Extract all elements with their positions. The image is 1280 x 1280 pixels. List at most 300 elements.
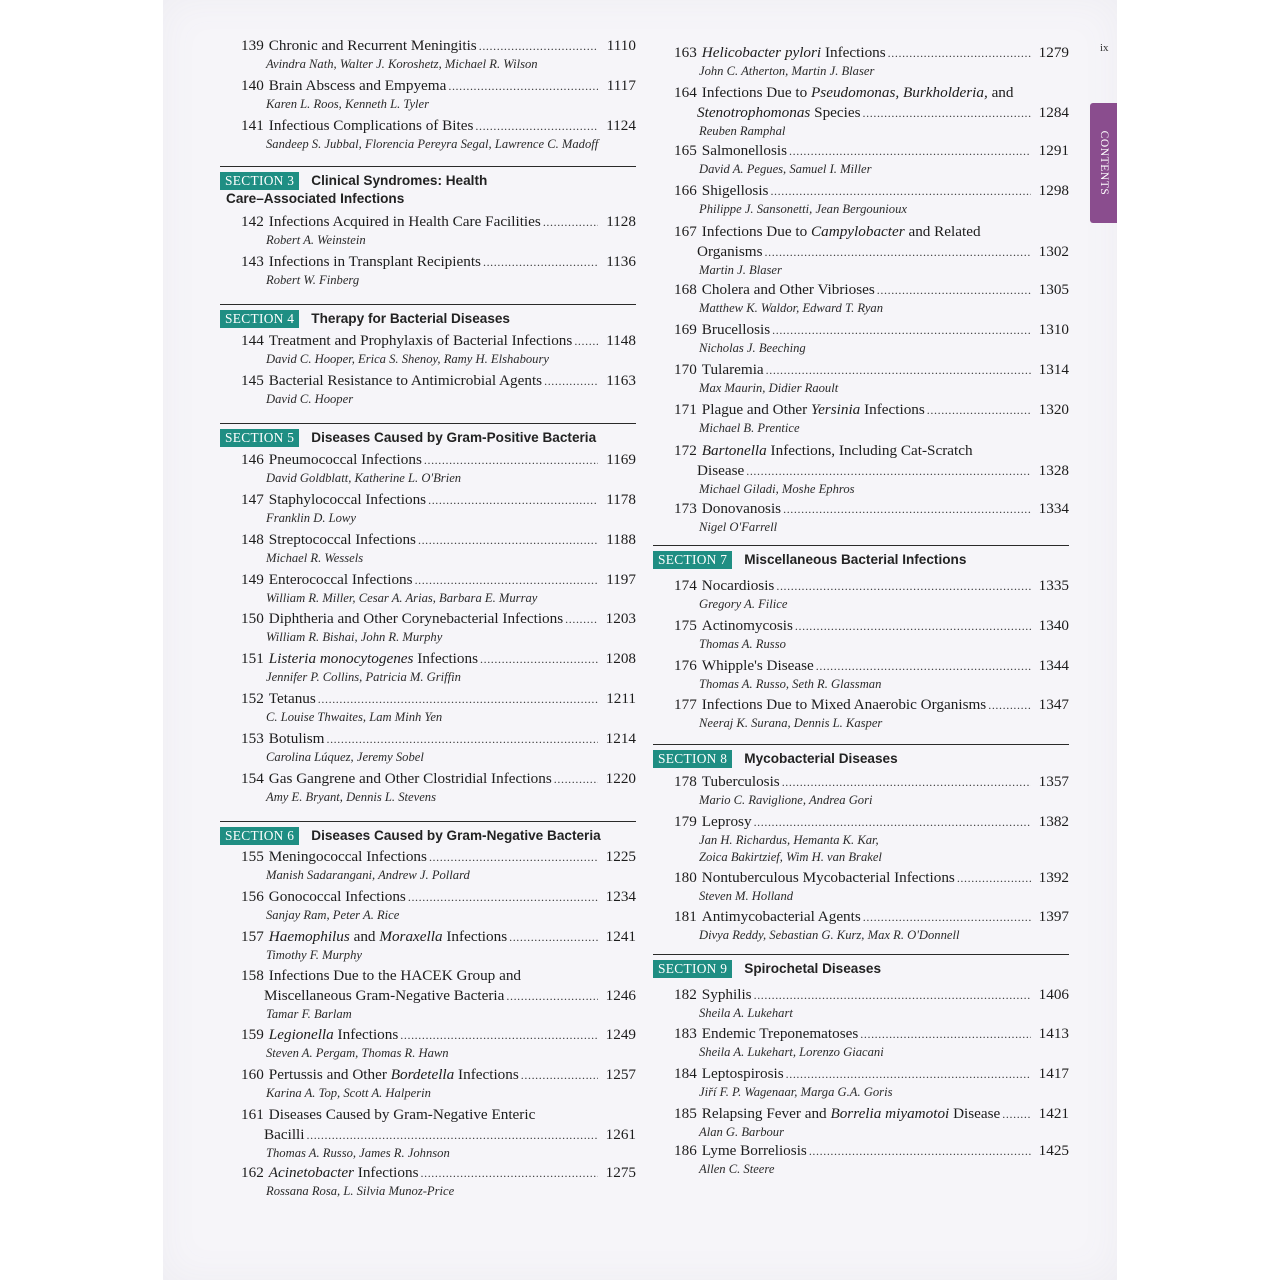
section-badge: SECTION 7 [653, 551, 732, 569]
chapter-authors: Philippe J. Sansonetti, Jean Bergounioux [699, 202, 907, 216]
chapter-authors: Karen L. Roos, Kenneth L. Tyler [266, 97, 430, 111]
chapter-number: 154 [241, 770, 264, 787]
section-heading [220, 423, 636, 447]
toc-entry[interactable] [653, 360, 1069, 397]
title-text: Staphylococcal Infections [268, 491, 427, 508]
chapter-authors: Thomas A. Russo, Seth R. Glassman [699, 677, 882, 691]
chapter-authors: Thomas A. Russo, James R. Johnson [266, 1146, 450, 1160]
section-badge: SECTION 4 [220, 310, 299, 328]
dot-leader [318, 689, 598, 709]
page-number-ref: 1291 [1038, 142, 1069, 159]
chapter-authors: Jiří F. P. Wagenaar, Marga G.A. Goris [699, 1085, 893, 1099]
page-number-ref: 1305 [1038, 281, 1069, 298]
toc-title-line [220, 729, 636, 749]
dot-leader [506, 986, 598, 1006]
title-text: and [987, 84, 1014, 101]
toc-title-line [653, 360, 1069, 380]
title-text: Chronic and Recurrent Meningitis [268, 37, 477, 54]
toc-entry[interactable] [220, 450, 636, 487]
chapter-title [702, 320, 770, 340]
chapter-authors: C. Louise Thwaites, Lam Minh Yen [266, 710, 443, 724]
toc-title-line [653, 616, 1069, 636]
chapter-authors: Neeraj K. Surana, Dennis L. Kasper [699, 716, 883, 730]
toc-title-line [220, 36, 636, 56]
page-number-ref: 1203 [605, 610, 636, 627]
chapter-title [702, 400, 925, 420]
title-text: Species [810, 104, 861, 121]
chapter-title [269, 1025, 399, 1045]
title-italic: Legionella [268, 1026, 334, 1043]
chapter-authors: Rossana Rosa, L. Silvia Munoz-Price [266, 1184, 455, 1198]
title-text: Brucellosis [701, 321, 771, 338]
chapter-authors: Sandeep S. Jubbal, Florencia Pereyra Segal, Lawrence C. Madoff [266, 137, 599, 151]
toc-title-line [220, 371, 636, 391]
toc-entry[interactable] [653, 499, 1069, 536]
page-number-ref: 1392 [1038, 869, 1069, 886]
section-heading [220, 304, 636, 328]
toc-title-line [220, 450, 636, 470]
toc-title-line [653, 280, 1069, 300]
section-title: Diseases Caused by Gram-Negative Bacteria [311, 828, 601, 843]
chapter-authors: Franklin D. Lowy [266, 511, 356, 525]
toc-entry[interactable] [653, 222, 1069, 279]
title-text: Syphilis [701, 986, 752, 1003]
toc-entry[interactable] [220, 966, 636, 1023]
toc-title-line [653, 83, 1069, 103]
title-text: Infections, Including Cat-Scratch [766, 442, 973, 459]
dot-leader [776, 576, 1031, 596]
page-number-ref: 1340 [1038, 617, 1069, 634]
chapter-number: 148 [241, 531, 264, 548]
title-text: and [349, 928, 380, 945]
toc-entry[interactable] [220, 769, 636, 806]
page-number-ref: 1406 [1038, 986, 1069, 1003]
title-text: Disease [949, 1105, 1001, 1122]
chapter-number: 157 [241, 928, 264, 945]
chapter-title [702, 83, 1069, 103]
chapter-title [269, 371, 542, 391]
dot-leader [754, 985, 1031, 1005]
dot-leader [307, 1125, 599, 1145]
toc-entry[interactable] [653, 868, 1069, 905]
page-number-ref: 1314 [1038, 361, 1069, 378]
dot-leader [429, 847, 598, 867]
toc-entry[interactable] [220, 331, 636, 368]
chapter-number: 168 [674, 281, 697, 298]
chapter-number: 145 [241, 372, 264, 389]
title-text: Leptospirosis [701, 1065, 784, 1082]
page-number-ref: 1257 [605, 1066, 636, 1083]
dot-leader [860, 1024, 1031, 1044]
toc-entry[interactable] [653, 141, 1069, 178]
chapter-number: 182 [674, 986, 697, 1003]
page-number-ref: 1234 [605, 888, 636, 905]
chapter-title [702, 656, 814, 676]
chapter-number: 161 [241, 1106, 264, 1123]
toc-title-line [653, 222, 1069, 242]
toc-title-line [653, 907, 1069, 927]
toc-title-line [653, 868, 1069, 888]
toc-title-line [220, 1065, 636, 1085]
page-number-ref: 1347 [1038, 696, 1069, 713]
toc-title-line [653, 242, 1069, 262]
chapter-number: 172 [674, 442, 697, 459]
chapter-title [269, 252, 481, 272]
page-number-ref: 1128 [606, 213, 636, 230]
title-text: Infections [333, 1026, 399, 1043]
toc-entry[interactable] [220, 1065, 636, 1102]
chapter-title [702, 616, 793, 636]
toc-entry[interactable] [220, 1105, 636, 1162]
toc-entry[interactable] [653, 812, 1069, 866]
toc-entry[interactable] [220, 36, 636, 73]
toc-entry[interactable] [220, 530, 636, 567]
chapter-authors: Sheila A. Lukehart [699, 1006, 793, 1020]
title-text: Tuberculosis [701, 773, 780, 790]
chapter-number: 151 [241, 650, 264, 667]
chapter-number: 174 [674, 577, 697, 594]
title-text: Infections [442, 928, 508, 945]
title-text: Salmonellosis [701, 142, 788, 159]
chapter-title [269, 609, 563, 629]
title-italic: Yersinia [811, 401, 861, 418]
chapter-number: 171 [674, 401, 697, 418]
toc-title-line [220, 1105, 636, 1125]
title-text: Brain Abscess and Empyema [268, 77, 447, 94]
dot-leader [765, 242, 1031, 262]
page-number-ref: 1425 [1038, 1142, 1069, 1159]
page-number-ref: 1261 [605, 1126, 636, 1143]
toc-title-line [220, 769, 636, 789]
chapter-title [269, 847, 427, 867]
toc-entry[interactable] [220, 887, 636, 924]
toc-title-line [220, 570, 636, 590]
chapter-title [269, 927, 507, 947]
chapter-number: 184 [674, 1065, 697, 1082]
toc-entry[interactable] [220, 570, 636, 607]
toc-title-line [653, 985, 1069, 1005]
chapter-authors: Amy E. Bryant, Dennis L. Stevens [266, 790, 436, 804]
toc-title-line [220, 116, 636, 136]
chapter-title [269, 887, 406, 907]
chapter-title [264, 986, 504, 1006]
section-rule [653, 744, 1069, 745]
chapter-authors: Allen C. Steere [699, 1162, 775, 1176]
toc-title-line [220, 1025, 636, 1045]
chapter-title [702, 499, 781, 519]
title-text: Bacilli [264, 1126, 305, 1143]
toc-title-line [653, 43, 1069, 63]
chapter-number: 178 [674, 773, 697, 790]
chapter-title [702, 360, 764, 380]
section-title: Care–Associated Infections [226, 191, 405, 206]
toc-entry[interactable] [653, 616, 1069, 653]
toc-title-line [220, 1125, 636, 1145]
title-text: Relapsing Fever and [701, 1105, 831, 1122]
toc-entry[interactable] [220, 649, 636, 686]
chapter-number: 167 [674, 223, 697, 240]
page-number-ref: 1275 [605, 1164, 636, 1181]
title-italic: Pseudomonas, Burkholderia, [811, 84, 988, 101]
chapter-title [269, 116, 474, 136]
title-text: Shigellosis [701, 182, 769, 199]
chapter-authors: Thomas A. Russo [699, 637, 786, 651]
section-head-row [653, 960, 1069, 978]
page-number-ref: 1417 [1038, 1065, 1069, 1082]
chapter-title [269, 769, 552, 789]
toc-entry[interactable] [220, 1025, 636, 1062]
chapter-title [269, 76, 447, 96]
dot-leader [479, 36, 598, 56]
toc-title-line [653, 1024, 1069, 1044]
chapter-title [264, 1125, 305, 1145]
title-text: Endemic Treponematoses [701, 1025, 859, 1042]
section-heading [220, 166, 636, 208]
toc-entry[interactable] [653, 772, 1069, 809]
toc-title-line [653, 320, 1069, 340]
page-number-ref: 1334 [1038, 500, 1069, 517]
toc-entry[interactable] [653, 43, 1069, 80]
page-number-ref: 1249 [605, 1026, 636, 1043]
dot-leader [418, 530, 598, 550]
chapter-number: 162 [241, 1164, 264, 1181]
page-number-ref: 1328 [1038, 462, 1069, 479]
toc-entry[interactable] [220, 490, 636, 527]
dot-leader [816, 656, 1031, 676]
chapter-title [702, 576, 775, 596]
toc-entry[interactable] [220, 1163, 636, 1200]
page-number-ref: 1148 [606, 332, 636, 349]
toc-entry[interactable] [653, 441, 1069, 498]
chapter-title [269, 212, 541, 232]
dot-leader [428, 490, 598, 510]
section-heading [653, 954, 1069, 978]
section-title: Therapy for Bacterial Diseases [311, 311, 510, 326]
title-text: Cholera and Other Vibrioses [701, 281, 875, 298]
page-number-ref: 1136 [606, 253, 636, 270]
section-badge: SECTION 6 [220, 827, 299, 845]
dot-leader [783, 499, 1031, 519]
toc-entry[interactable] [653, 320, 1069, 357]
dot-leader [754, 812, 1031, 832]
chapter-title [269, 729, 325, 749]
section-rule [653, 954, 1069, 955]
chapter-authors: Michael B. Prentice [699, 421, 800, 435]
dot-leader [400, 1025, 598, 1045]
chapter-authors: Alan G. Barbour [699, 1125, 785, 1139]
chapter-number: 173 [674, 500, 697, 517]
chapter-number: 149 [241, 571, 264, 588]
toc-title-line [653, 141, 1069, 161]
toc-entry[interactable] [653, 83, 1069, 140]
toc-entry[interactable] [653, 1024, 1069, 1061]
toc-title-line [220, 847, 636, 867]
toc-entry[interactable] [220, 847, 636, 884]
chapter-title [269, 570, 413, 590]
toc-entry[interactable] [653, 181, 1069, 218]
chapter-number: 142 [241, 213, 264, 230]
chapter-authors: Steven M. Holland [699, 889, 794, 903]
toc-entry[interactable] [653, 695, 1069, 732]
toc-title-line [653, 499, 1069, 519]
page-number-ref: 1344 [1038, 657, 1069, 674]
chapter-title [702, 985, 752, 1005]
chapter-title [702, 43, 886, 63]
page-number-ref: 1225 [605, 848, 636, 865]
chapter-title [269, 966, 636, 986]
chapter-title [702, 868, 955, 888]
title-italic: Stenotrophomonas [697, 104, 811, 121]
chapter-number: 166 [674, 182, 697, 199]
section-heading [653, 744, 1069, 768]
title-text: Infections [860, 401, 925, 418]
toc-entry[interactable] [653, 1104, 1069, 1141]
toc-title-line [220, 609, 636, 629]
dot-leader [408, 887, 598, 907]
toc-entry[interactable] [220, 212, 636, 249]
dot-leader [809, 1141, 1031, 1161]
chapter-title [269, 649, 478, 669]
chapter-authors: David C. Hooper [266, 392, 354, 406]
dot-leader [480, 649, 598, 669]
chapter-number: 147 [241, 491, 264, 508]
dot-leader [475, 116, 598, 136]
chapter-title [702, 772, 780, 792]
toc-entry[interactable] [220, 371, 636, 408]
title-italic: Acinetobacter [268, 1164, 354, 1181]
toc-title-line [653, 812, 1069, 832]
dot-leader [483, 252, 598, 272]
chapter-authors: David Goldblatt, Katherine L. O'Brien [266, 471, 462, 485]
contents-side-tab [1090, 103, 1117, 223]
toc-title-line [220, 331, 636, 351]
section-rule [220, 821, 636, 822]
title-text: Actinomycosis [701, 617, 793, 634]
toc-entry[interactable] [220, 927, 636, 964]
title-text: Nontuberculous Mycobacterial Infections [701, 869, 955, 886]
page-number-ref: 1310 [1038, 321, 1069, 338]
toc-entry[interactable] [220, 689, 636, 726]
page-number-ref: 1413 [1038, 1025, 1069, 1042]
section-heading [220, 821, 636, 845]
toc-title-line [653, 400, 1069, 420]
section-badge: SECTION 8 [653, 750, 732, 768]
page-number-ref: 1208 [605, 650, 636, 667]
toc-title-line [220, 887, 636, 907]
title-text: Nocardiosis [701, 577, 775, 594]
toc-title-line [653, 1104, 1069, 1124]
title-text: Meningococcal Infections [268, 848, 427, 865]
page-number-ref: 1211 [606, 690, 636, 707]
toc-entry[interactable] [653, 907, 1069, 944]
toc-title-line [653, 1064, 1069, 1084]
chapter-number: 186 [674, 1142, 697, 1159]
toc-entry[interactable] [653, 400, 1069, 437]
dot-leader [766, 360, 1031, 380]
toc-entry[interactable] [653, 656, 1069, 693]
chapter-title [702, 441, 1069, 461]
toc-entry[interactable] [220, 116, 636, 153]
toc-entry[interactable] [653, 576, 1069, 613]
chapter-authors: Carolina Lúquez, Jeremy Sobel [266, 750, 424, 764]
section-head-row [220, 310, 636, 328]
toc-title-line [220, 649, 636, 669]
title-text: Tetanus [268, 690, 316, 707]
dot-leader [415, 570, 598, 590]
title-text: Gas Gangrene and Other Clostridial Infections [268, 770, 552, 787]
chapter-title [269, 530, 416, 550]
toc-entry[interactable] [653, 280, 1069, 317]
chapter-title [702, 695, 986, 715]
title-text: Disease [697, 462, 745, 479]
dot-leader [421, 1163, 599, 1183]
chapter-authors: Zoica Bakirtzief, Wim H. van Brakel [699, 850, 882, 864]
toc-entry[interactable] [220, 76, 636, 113]
section-head-row [220, 172, 636, 190]
dot-leader [782, 772, 1031, 792]
dot-leader [795, 616, 1031, 636]
title-text: Lyme Borreliosis [701, 1142, 807, 1159]
toc-entry[interactable] [220, 609, 636, 646]
toc-title-line [653, 461, 1069, 481]
section-head-row [653, 551, 1069, 569]
toc-title-line [653, 576, 1069, 596]
toc-entry[interactable] [653, 985, 1069, 1022]
toc-entry[interactable] [220, 729, 636, 766]
chapter-title [269, 490, 426, 510]
chapter-authors: Sanjay Ram, Peter A. Rice [266, 908, 400, 922]
dot-leader [574, 331, 598, 351]
chapter-authors: Jennifer P. Collins, Patricia M. Griffin [266, 670, 461, 684]
title-text: Plague and Other [701, 401, 812, 418]
chapter-authors: Jan H. Richardus, Hemanta K. Kar, [699, 833, 879, 847]
chapter-title [269, 689, 316, 709]
title-italic: Moraxella [379, 928, 443, 945]
toc-entry[interactable] [653, 1064, 1069, 1101]
chapter-authors: Nigel O'Farrell [699, 520, 778, 534]
dot-leader [772, 320, 1031, 340]
chapter-authors: Michael Giladi, Moshe Ephros [699, 482, 855, 496]
title-text: Gonococcal Infections [268, 888, 406, 905]
title-text: Pertussis and Other [268, 1066, 391, 1083]
section-title: Clinical Syndromes: Health [311, 173, 488, 188]
title-italic: Bartonella [701, 442, 767, 459]
dot-leader [746, 461, 1031, 481]
chapter-title [702, 1141, 807, 1161]
toc-entry[interactable] [220, 252, 636, 289]
page-number-ref: 1397 [1038, 908, 1069, 925]
section-title: Mycobacterial Diseases [744, 751, 898, 766]
title-text: Leprosy [701, 813, 752, 830]
title-text: Infections Due to [701, 223, 812, 240]
chapter-authors: Tamar F. Barlam [266, 1007, 352, 1021]
toc-title-line [220, 530, 636, 550]
title-text: Infections [454, 1066, 519, 1083]
chapter-number: 139 [241, 37, 264, 54]
chapter-number: 169 [674, 321, 697, 338]
chapter-number: 155 [241, 848, 264, 865]
toc-title-line [220, 252, 636, 272]
chapter-title [269, 36, 477, 56]
toc-entry[interactable] [653, 1141, 1069, 1178]
chapter-title [697, 103, 861, 123]
toc-title-line [653, 656, 1069, 676]
chapter-number: 146 [241, 451, 264, 468]
title-text: Treatment and Prophylaxis of Bacterial Infections [268, 332, 573, 349]
chapter-number: 180 [674, 869, 697, 886]
chapter-title [702, 222, 1069, 242]
page-number-ref: 1197 [606, 571, 636, 588]
